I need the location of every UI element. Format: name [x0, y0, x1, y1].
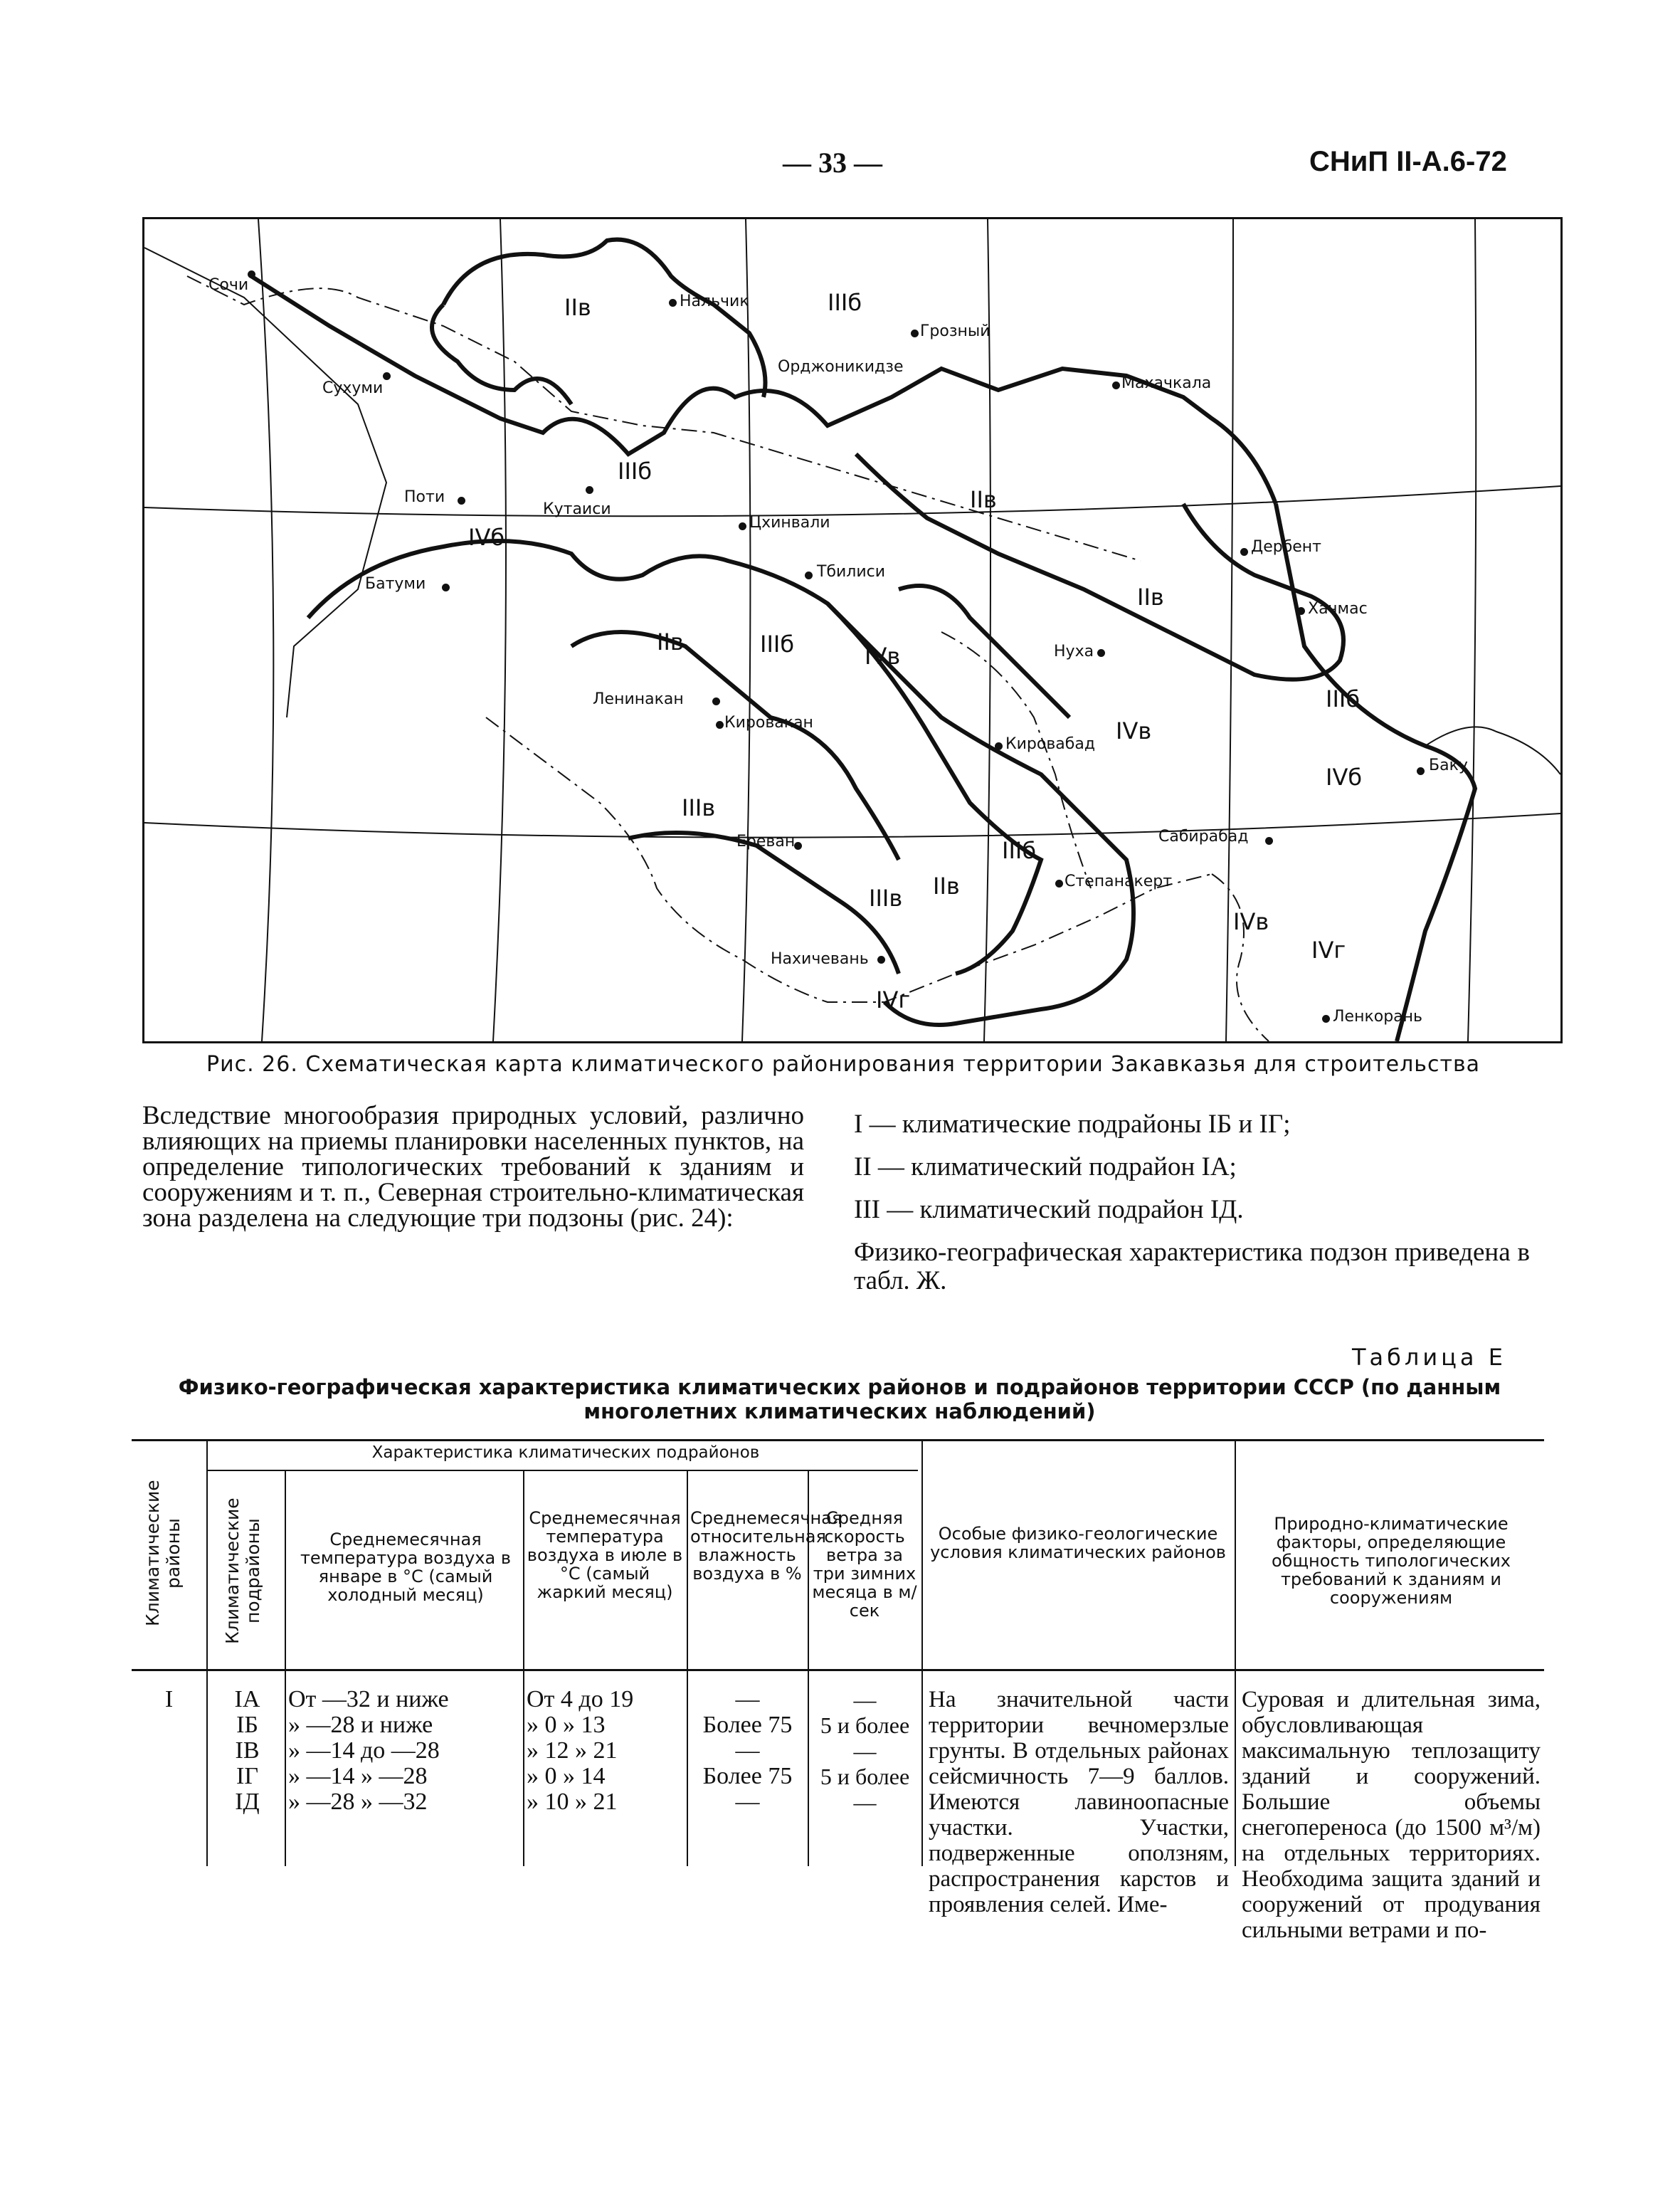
- zone-label: IIв: [564, 294, 591, 321]
- city-dot: [794, 842, 802, 850]
- city-dot: [739, 522, 746, 530]
- header-geo: Особые физико-геологические условия климатических районов: [930, 1524, 1226, 1562]
- city-label: Сабирабад: [1158, 828, 1249, 846]
- city-label: Кутаиси: [543, 500, 611, 518]
- zone-label: IIв: [970, 486, 997, 513]
- subzone-list-item: III — климатический подрайон IД.: [854, 1195, 1244, 1224]
- city-label: Орджоникидзе: [778, 358, 904, 376]
- header-group: Характеристика климатических подрайонов: [371, 1443, 760, 1462]
- table-cell: » —28 » —32: [288, 1789, 428, 1815]
- table-cell: Более 75: [702, 1712, 793, 1738]
- zone-label: IVг: [1311, 937, 1346, 964]
- zone-label: IVб: [468, 524, 505, 551]
- table-cell: IБ: [236, 1712, 258, 1738]
- table-cell: IА: [234, 1686, 260, 1712]
- city-dot: [1322, 1015, 1330, 1023]
- table-cell: —: [853, 1738, 877, 1764]
- table-title: Физико-географическая характеристика климатических районов и подрайонов территории СССР (по данным многолетних климатических наблюдений): [178, 1375, 1501, 1423]
- city-label: Кировабад: [1005, 735, 1096, 753]
- city-dot: [248, 270, 255, 278]
- table-cell: » 0 » 13: [527, 1712, 606, 1738]
- city-label: Поти: [404, 488, 445, 506]
- table-cell: 5 и более: [820, 1764, 910, 1789]
- city-label: Цхинвали: [749, 514, 830, 532]
- table-cell: » 0 » 14: [527, 1763, 606, 1789]
- zone-label: IIIб: [1326, 685, 1361, 712]
- table-cell: От —32 и ниже: [288, 1686, 449, 1712]
- city-label: Степанакерт: [1064, 873, 1173, 890]
- zone-label: IVв: [865, 643, 901, 670]
- city-dot: [383, 372, 391, 380]
- city-label: Сочи: [208, 276, 249, 294]
- table-cell: От 4 до 19: [527, 1686, 634, 1712]
- region-cell: I: [164, 1686, 174, 1712]
- city-dot: [1240, 548, 1248, 556]
- wind-column: [810, 1687, 920, 1815]
- body-paragraph-left: Вследствие многообразия природных условий, различно влияющих на приемы планировки населенных пунктов, на определение типологических требований к зданиям и сооружениям и т. п., Северная строительно-климатическая зона разделена на следующие три подзоны (рис. 24):: [142, 1101, 804, 1233]
- body-paragraph-right: Физико-географическая характеристика подзон приведена в табл. Ж.: [854, 1238, 1530, 1295]
- city-label: Дербент: [1251, 538, 1321, 556]
- city-label: Баку: [1429, 757, 1468, 774]
- city-label: Махачкала: [1121, 374, 1212, 392]
- table-cell: —: [735, 1737, 760, 1764]
- table-cell: » —28 и ниже: [288, 1712, 433, 1738]
- table-cell: 5 и более: [820, 1712, 910, 1738]
- city-label: Тбилиси: [817, 563, 886, 581]
- table-cell: IВ: [235, 1737, 260, 1764]
- figure-caption: Рис. 26. Схематическая карта климатического районирования территории Закавказья для строительства: [206, 1052, 1481, 1077]
- header-humidity: Среднемесячная относительная влажность воздуха в %: [690, 1508, 842, 1584]
- city-dot: [877, 956, 885, 964]
- city-dot: [1297, 607, 1305, 615]
- subzone-list-item: II — климатический подрайон IА;: [854, 1152, 1237, 1181]
- geo-conditions-cell: На значительной части территории вечномерзлые грунты. В отдельных районах сейсмичность 7—9 баллов. Имеются лавиноопасные участки. Участки, подверженные оползням, распространения карстов и проявления селей. Име-: [929, 1687, 1229, 1917]
- city-dot: [669, 299, 677, 307]
- zone-label: IIв: [1137, 584, 1164, 611]
- city-dot: [805, 572, 813, 579]
- table-cell: IГ: [236, 1763, 258, 1789]
- table-cell: » —14 до —28: [288, 1737, 440, 1764]
- table-cell: IД: [235, 1789, 260, 1815]
- body-right-column: [854, 1103, 1530, 1295]
- zone-label: IVв: [1233, 908, 1269, 935]
- header-region: Климатические районы: [142, 1480, 184, 1627]
- map-lines: [144, 219, 1560, 1041]
- document-code: СНиП II-А.6-72: [1309, 146, 1507, 177]
- zone-label: IIIб: [1002, 837, 1037, 864]
- header-subregion: Климатические подрайоны: [222, 1497, 263, 1645]
- subzone-list-item: I — климатические подрайоны IБ и IГ;: [854, 1110, 1291, 1139]
- city-dot: [586, 486, 593, 494]
- city-dot: [1097, 649, 1105, 657]
- climate-zone-map: [142, 217, 1563, 1043]
- city-label: Нахичевань: [771, 950, 869, 968]
- city-label: Сухуми: [322, 379, 384, 397]
- header-factors: Природно-климатические факторы, определяющие общность типологических требований к зданиям и сооружениям: [1271, 1514, 1511, 1608]
- city-label: Хачмас: [1308, 600, 1368, 618]
- city-dot: [1112, 381, 1120, 389]
- city-dot: [995, 742, 1003, 750]
- table-cell: » —14 » —28: [288, 1763, 428, 1789]
- table-cell: » 10 » 21: [527, 1789, 618, 1815]
- page-number: — 33 —: [783, 147, 882, 179]
- city-dot: [1055, 880, 1063, 888]
- climate-factors-cell: Суровая и длительная зима, обусловливающая максимальную теплозащиту зданий и сооружений. Большие объемы снегопереноса (до 1500 м³/м) на отдельных территориях. Необходима защита зданий и сооружений от продувания сильными ветрами и по-: [1242, 1687, 1541, 1943]
- city-label: Грозный: [920, 322, 990, 340]
- table-cell: » 12 » 21: [527, 1737, 618, 1764]
- header-jan-temp: Среднемесячная температура воздуха в январе в °С (самый холодный месяц): [300, 1530, 512, 1605]
- city-label: Нальчик: [680, 293, 749, 310]
- zone-label: IIв: [933, 873, 960, 900]
- zone-label: IIIб: [618, 458, 653, 485]
- city-label: Ленкорань: [1333, 1008, 1423, 1026]
- table-cell: —: [853, 1789, 877, 1815]
- zone-label: IIв: [657, 628, 684, 656]
- city-dot: [458, 497, 465, 505]
- city-dot: [911, 330, 919, 337]
- city-dot: [712, 697, 720, 705]
- zone-label: IIIб: [760, 631, 795, 658]
- zone-label: IVб: [1326, 764, 1363, 791]
- city-label: Батуми: [365, 575, 426, 593]
- zone-label: IVв: [1116, 717, 1152, 744]
- city-label: Кировакан: [724, 714, 813, 732]
- city-label: Нуха: [1054, 643, 1094, 660]
- table-cell: —: [853, 1687, 877, 1712]
- table-cell: —: [735, 1789, 760, 1815]
- header-wind: Средняя скорость ветра за три зимних месяца в м/сек: [812, 1508, 917, 1621]
- city-dot: [442, 584, 450, 591]
- zone-label: IVг: [876, 986, 911, 1013]
- zone-label: IIIб: [828, 289, 862, 316]
- city-label: Ереван: [736, 833, 796, 851]
- zone-label: IIIв: [869, 885, 903, 912]
- header-jul-temp: Среднемесячная температура воздуха в июле в °С (самый жаркий месяц): [527, 1508, 683, 1602]
- jan-temp-column: [288, 1687, 519, 1815]
- zone-label: IIIв: [682, 794, 716, 821]
- city-dot: [1417, 767, 1425, 775]
- table-cell: Более 75: [702, 1763, 793, 1789]
- table-cell: —: [735, 1686, 760, 1712]
- jul-temp-column: [527, 1687, 683, 1815]
- subregion-column: [213, 1687, 281, 1815]
- table-label: Таблица Е: [1352, 1344, 1506, 1371]
- city-label: Ленинакан: [593, 690, 684, 708]
- city-dot: [716, 721, 724, 729]
- city-dot: [1265, 837, 1273, 845]
- humidity-column: [689, 1687, 806, 1815]
